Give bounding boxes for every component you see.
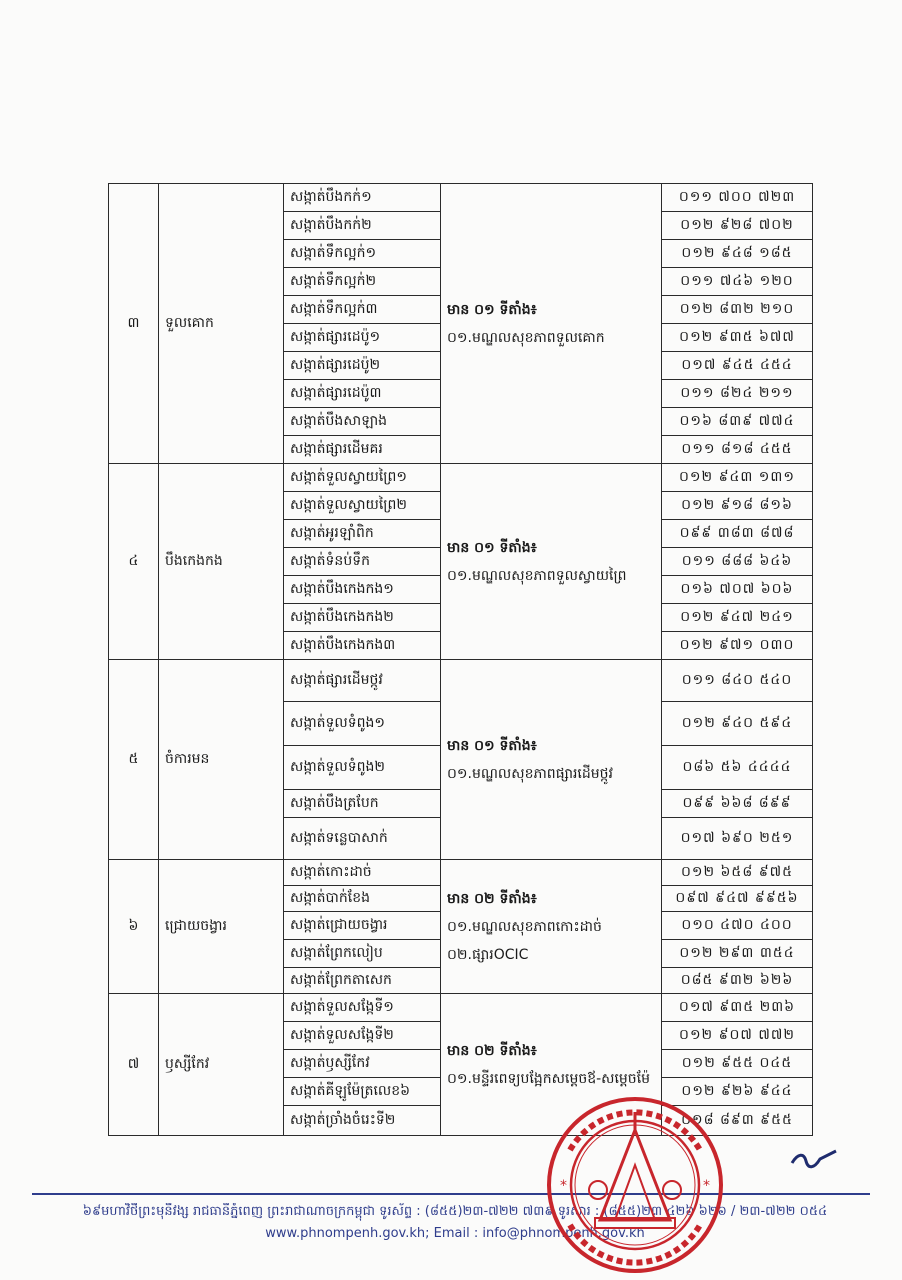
table-row [109, 994, 813, 1022]
commune-name: សង្កាត់បឹងកេងកង១ [284, 576, 441, 604]
vaccination-sites [441, 464, 662, 660]
commune-name: សង្កាត់ទួលស្វាយព្រៃ១ [284, 464, 441, 492]
signature-mark [790, 1145, 840, 1175]
phone-number: ០១២ ៩៥៥ ០៤៥ [662, 1050, 813, 1078]
commune-name: សង្កាត់ច្រាំងចំរេះទី២ [284, 1106, 441, 1136]
district-name: ជ្រោយចង្វារ [159, 860, 284, 994]
commune-name: សង្កាត់ព្រែកលៀប [284, 940, 441, 968]
phone-number: ០១២ ៩០៧ ៧៧២ [662, 1022, 813, 1050]
phone-number: ០១៧ ៩៣៥ ២៣៦ [662, 994, 813, 1022]
health-center-table [108, 183, 813, 1136]
commune-name: សង្កាត់ទំនប់ទឹក [284, 548, 441, 576]
commune-name: សង្កាត់បឹងត្របែក [284, 790, 441, 818]
vaccination-sites [441, 660, 662, 860]
phone-number: ០១១ ៨៨៨ ៦៤៦ [662, 548, 813, 576]
commune-name: សង្កាត់គីឡូម៉ែត្រលេខ៦ [284, 1078, 441, 1106]
site-name: ០២.ផ្សារOCIC [447, 946, 529, 963]
site-count: មាន ០២ ទីតាំង៖ [447, 1042, 537, 1059]
phone-number: ០១១ ៨៤០ ៥៤០ [662, 660, 813, 702]
commune-name: សង្កាត់ផ្សារដេប៉ូ៣ [284, 380, 441, 408]
site-name: ០១.មណ្ឌលសុខភាពកោះដាច់ [447, 918, 602, 935]
commune-name: សង្កាត់ព្រែកតាសេក [284, 968, 441, 994]
commune-name: សង្កាត់ទួលទំពូង១ [284, 702, 441, 746]
commune-name: សង្កាត់កោះដាច់ [284, 860, 441, 886]
site-name: ០១.មណ្ឌលសុខភាពផ្សារដើមថ្កូវ [447, 765, 613, 782]
district-number: ៤ [109, 464, 159, 660]
site-name: ០១.មណ្ឌលសុខភាពទួលស្វាយព្រៃ [447, 567, 627, 584]
official-stamp [540, 1090, 730, 1280]
site-count: មាន ០២ ទីតាំង៖ [447, 890, 537, 907]
phone-number: ០១២ ២៩៣ ៣៥៤ [662, 940, 813, 968]
phone-number: ០១៨ ៨៩៣ ៩៥៥ [662, 1106, 813, 1136]
phone-number: ០៩៧ ៩៤៧ ៩៩៥៦ [662, 886, 813, 912]
site-count: មាន ០១ ទីតាំង៖ [447, 737, 537, 754]
commune-name: សង្កាត់ផ្សារដើមគរ [284, 436, 441, 464]
phone-number: ០១២ ៩៧១ ០៣០ [662, 632, 813, 660]
commune-name: សង្កាត់ទួលសង្កែទី១ [284, 994, 441, 1022]
commune-name: សង្កាត់ផ្សារដេប៉ូ២ [284, 352, 441, 380]
footer-contact: www.phnompenh.gov.kh; Email : info@phnompenh.gov.kh [265, 1226, 645, 1241]
phone-number: ០៨៦ ៥៦ ៤៤៤៤ [662, 746, 813, 790]
phone-number: ០១២ ៩២៦ ៩៤៤ [662, 1078, 813, 1106]
district-name: ចំការមន [159, 660, 284, 860]
svg-text:*: * [703, 1178, 710, 1194]
svg-text:*: * [560, 1178, 567, 1194]
site-name: ០១.មន្ទីរពេទ្យបង្អែកសម្តេចឪ-សម្តេចម៉ែ [447, 1070, 651, 1087]
commune-name: សង្កាត់ផ្សារដើមថ្កូវ [284, 660, 441, 702]
phone-number: ០១២ ៩៤០ ៥៩៤ [662, 702, 813, 746]
phone-number: ០៨៥ ៩៣២ ៦២៦ [662, 968, 813, 994]
phone-number: ០១២ ៩៤៨ ១៨៥ [662, 240, 813, 268]
commune-name: សង្កាត់បឹងសាឡាង [284, 408, 441, 436]
commune-name: សង្កាត់បឹងកេងកង៣ [284, 632, 441, 660]
phone-number: ០១២ ៩៤៣ ១៣១ [662, 464, 813, 492]
phone-number: ០១៦ ៨៣៩ ៧៧៤ [662, 408, 813, 436]
vaccination-sites [441, 860, 662, 994]
commune-name: សង្កាត់ទឹកល្អក់២ [284, 268, 441, 296]
commune-name: សង្កាត់បាក់ខែង [284, 886, 441, 912]
phone-number: ០១២ ៨៣២ ២១០ [662, 296, 813, 324]
district-name: ទួលគោក [159, 184, 284, 464]
commune-name: សង្កាត់ទឹកល្អក់១ [284, 240, 441, 268]
commune-name: សង្កាត់ទួលសង្កែទី២ [284, 1022, 441, 1050]
vaccination-sites [441, 184, 662, 464]
district-number: ៣ [109, 184, 159, 464]
commune-name: សង្កាត់បឹងកក់១ [284, 184, 441, 212]
phone-number: ០១៧ ៦៩០ ២៥១ [662, 818, 813, 860]
commune-name: សង្កាត់ទឹកល្អក់៣ [284, 296, 441, 324]
phone-number: ០១២ ៩៣៥ ៦៧៧ [662, 324, 813, 352]
phone-number: ០១១ ៨១៨ ៤៥៥ [662, 436, 813, 464]
phone-number: ០១៦ ៧០៧ ៦០៦ [662, 576, 813, 604]
footer-address: ៦៩មហាវិថីព្រះមុនីវង្ស រាជធានីភ្នំពេញ ព្រះរាជាណាចក្រកម្ពុជា ទូរស័ព្ទ : (៨៥៥)២៣-៧២២ ៧៣៩ ទូរសារ : (៨៥៥)២៣ ៤២៦ ៦២៦ / ២៣-៧២២ ០៥៤ [82, 1204, 828, 1219]
phone-number: ០១១ ៧៤៦ ១២០ [662, 268, 813, 296]
commune-name: សង្កាត់អូរឡាំពិក [284, 520, 441, 548]
site-count: មាន ០១ ទីតាំង៖ [447, 301, 537, 318]
commune-name: សង្កាត់បឹងកេងកង២ [284, 604, 441, 632]
district-number: ៧ [109, 994, 159, 1136]
table-row [109, 464, 813, 492]
district-name: ឫស្សីកែវ [159, 994, 284, 1136]
site-count: មាន ០១ ទីតាំង៖ [447, 539, 537, 556]
phone-number: ០១០ ៤៧០ ៤០០ [662, 912, 813, 940]
commune-name: សង្កាត់ឫស្សីកែវ [284, 1050, 441, 1078]
commune-name: សង្កាត់ទន្លេបាសាក់ [284, 818, 441, 860]
phone-number: ០៩៩ ៣៨៣ ៨៧៨ [662, 520, 813, 548]
commune-name: សង្កាត់ផ្សារដេប៉ូ១ [284, 324, 441, 352]
phone-number: ០១១ ៧០០ ៧២៣ [662, 184, 813, 212]
footer-divider [32, 1193, 870, 1195]
table-row [109, 860, 813, 886]
phone-number: ០១១ ៨២៤ ២១១ [662, 380, 813, 408]
table-body [109, 184, 813, 1136]
commune-name: សង្កាត់ជ្រោយចង្វារ [284, 912, 441, 940]
phone-number: ០១២ ៦៥៨ ៩៧៥ [662, 860, 813, 886]
phone-number: ០៩៩ ៦៦៨ ៨៩៩ [662, 790, 813, 818]
table-row [109, 184, 813, 212]
district-number: ៥ [109, 660, 159, 860]
phone-number: ០១៧ ៩៤៥ ៤៥៤ [662, 352, 813, 380]
phone-number: ០១២ ៩១៨ ៨១៦ [662, 492, 813, 520]
commune-name: សង្កាត់បឹងកក់២ [284, 212, 441, 240]
district-name: បឹងកេងកង [159, 464, 284, 660]
commune-name: សង្កាត់ទួលទំពូង២ [284, 746, 441, 790]
site-name: ០១.មណ្ឌលសុខភាពទួលគោក [447, 329, 605, 346]
district-number: ៦ [109, 860, 159, 994]
phone-number: ០១២ ៩៤៧ ២៤១ [662, 604, 813, 632]
commune-name: សង្កាត់ទួលស្វាយព្រៃ២ [284, 492, 441, 520]
phone-number: ០១២ ៩២៨ ៧០២ [662, 212, 813, 240]
table-row [109, 660, 813, 702]
